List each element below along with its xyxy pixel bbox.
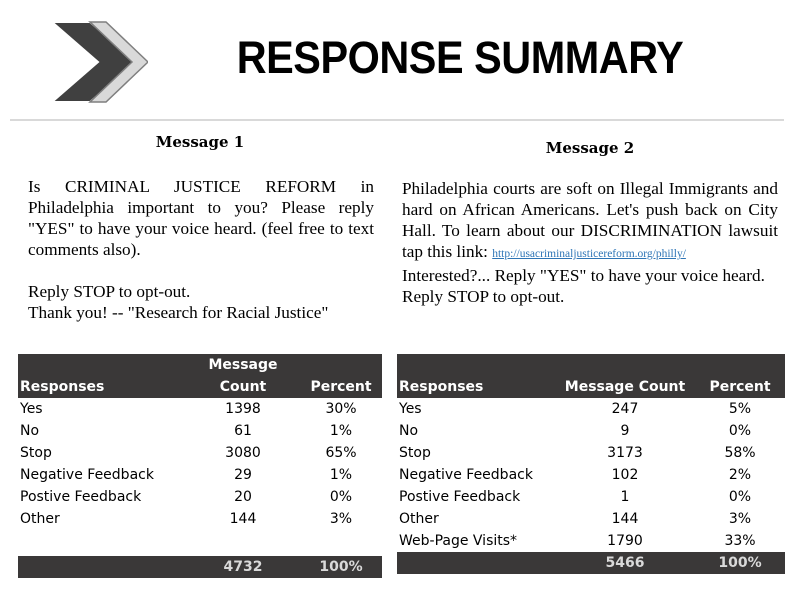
message2-optout: Reply STOP to opt-out. xyxy=(402,287,565,306)
message1-optout: Reply STOP to opt-out. xyxy=(28,282,191,301)
message2-body xyxy=(402,178,778,307)
table-row: Negative Feedback 102 2% xyxy=(399,467,752,483)
total-count: 4732 xyxy=(186,556,298,578)
chevron-dark xyxy=(52,22,136,102)
message1-body xyxy=(28,176,374,323)
table-row: Yes 247 5% xyxy=(399,401,752,417)
table-row: Yes 1398 30% xyxy=(20,401,357,417)
header-divider xyxy=(10,119,784,121)
table-row: Negative Feedback 29 1% xyxy=(20,467,353,483)
message2-call-to-action: Interested?... Reply "YES" to have your voice heard. xyxy=(402,266,765,285)
double-chevron-icon xyxy=(48,16,148,108)
table-row: Web-Page Visits* 1790 33% xyxy=(399,533,756,549)
table-row: No 61 1% xyxy=(20,423,353,439)
responses-table-2 xyxy=(397,354,785,574)
responses-header: Responses xyxy=(397,376,555,398)
table-row: Stop 3173 58% xyxy=(399,445,756,461)
message1-heading: Message 1 xyxy=(155,133,245,151)
table-row: Stop 3080 65% xyxy=(20,445,357,461)
table-row: Other 144 3% xyxy=(20,511,353,527)
message1-signoff: Thank you! -- "Research for Racial Justice" xyxy=(28,303,329,322)
responses-header: Responses xyxy=(18,376,186,398)
table-row: Other 144 3% xyxy=(399,511,752,527)
percent-header: Percent xyxy=(298,376,382,398)
table-row: Postive Feedback 1 0% xyxy=(399,489,752,505)
message2-paragraph xyxy=(402,178,778,286)
total-count: 5466 xyxy=(555,552,693,574)
responses-table-1 xyxy=(18,354,382,578)
table-header-row-1 xyxy=(397,354,785,376)
count-header-line1: Message xyxy=(186,354,298,376)
count-header: Message Count xyxy=(555,376,693,398)
table-row: Postive Feedback 20 0% xyxy=(20,489,353,505)
table-total-row xyxy=(18,556,382,578)
message2-heading: Message 2 xyxy=(545,139,635,157)
lawsuit-link[interactable]: http://usacriminaljusticereform.org/philly/ xyxy=(492,248,686,260)
percent-header: Percent xyxy=(693,376,785,398)
total-percent: 100% xyxy=(298,556,382,578)
message1-paragraph: Is CRIMINAL JUSTICE REFORM in Philadelphia important to you? Please reply "YES" to have your voice heard. (feel free to text comments also). xyxy=(28,177,374,259)
message2-text: Philadelphia courts are soft on Illegal Immigrants and hard on African Americans. Let's push back on City Hall. To learn about our DISCRIMINATION lawsuit tap this link: xyxy=(402,179,778,261)
table-header-row-2 xyxy=(18,376,382,398)
table-header-row-2 xyxy=(397,376,785,398)
table-total-row xyxy=(397,552,785,574)
table-row: No 9 0% xyxy=(399,423,752,439)
page-title: RESPONSE SUMMARY xyxy=(236,32,684,83)
total-percent: 100% xyxy=(693,552,785,574)
count-header-line2: Count xyxy=(186,376,298,398)
table-header-row-1 xyxy=(18,354,382,376)
